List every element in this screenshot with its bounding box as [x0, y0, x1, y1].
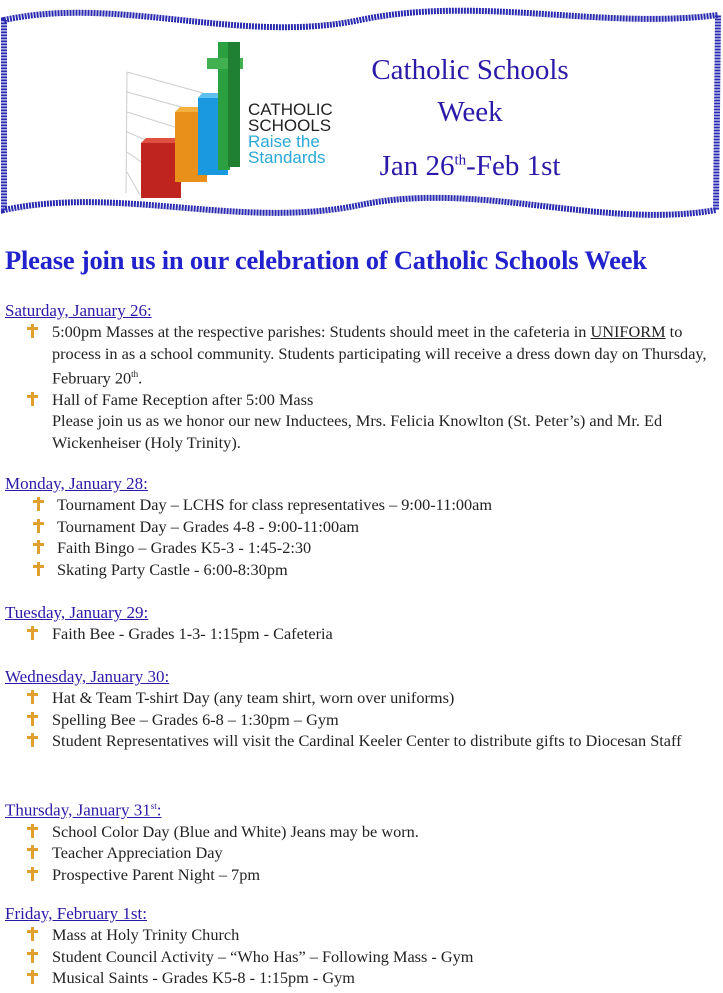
logo-text-standards: Standards: [248, 148, 326, 167]
cross-bullet-icon: [26, 866, 38, 882]
cross-bullet-icon: [26, 948, 38, 964]
list-item: Skating Party Castle - 6:00-8:30pm: [5, 559, 720, 581]
header-banner: [0, 0, 723, 228]
list-item: Spelling Bee – Grades 6-8 – 1:30pm – Gym: [5, 709, 720, 731]
cross-bullet-icon: [32, 496, 44, 512]
list-item: [5, 389, 720, 454]
list-item: Faith Bee - Grades 1-3- 1:15pm - Cafeteria: [5, 623, 720, 645]
cross-bullet-icon: [26, 689, 38, 705]
section-friday: [5, 903, 720, 989]
cross-bullet-icon: [26, 323, 38, 339]
list-item: Tournament Day – Grades 4-8 - 9:00-11:00am: [5, 516, 720, 538]
list-item: Faith Bingo – Grades K5-3 - 1:45-2:30: [5, 537, 720, 559]
cross-bullet-icon: [32, 518, 44, 534]
cross-bullet-icon: [26, 711, 38, 727]
list-item: Tournament Day – LCHS for class representatives – 9:00-11:00am: [5, 494, 720, 516]
cross-bullet-icon: [26, 844, 38, 860]
list-item: School Color Day (Blue and White) Jeans may be worn.: [5, 821, 720, 843]
list-item: Student Representatives will visit the Cardinal Keeler Center to distribute gifts to Diocesan Staff: [5, 730, 720, 752]
section-title: Wednesday, January 30:: [5, 667, 170, 686]
logo-text-catholic: CATHOLIC: [248, 100, 333, 119]
dates-start: Jan 26: [379, 150, 455, 182]
item-text: Hall of Fame Reception after 5:00 Mass: [52, 389, 314, 409]
section-title: Friday, February 1st:: [5, 904, 147, 923]
list-item: 5:00pm Masses at the respective parishes: Students should meet in the cafeteria in UNIFORM to process in as a school community. Students participating will receive a dress down day on Thursday, February 20th.: [5, 321, 720, 389]
section-monday: [5, 473, 720, 580]
section-title: Monday, January 28:: [5, 474, 148, 493]
banner-subtitle: Week: [437, 96, 503, 128]
list-item: Musical Saints - Grades K5-8 - 1:15pm - Gym: [5, 967, 720, 989]
cross-bullet-icon: [26, 625, 38, 641]
dates-end: -Feb 1st: [466, 150, 561, 182]
list-item: Mass at Holy Trinity Church: [5, 924, 720, 946]
cross-bullet-icon: [26, 732, 38, 748]
section-wednesday: [5, 666, 720, 752]
section-title: Thursday, January 31st:: [5, 800, 162, 820]
cross-bullet-icon: [26, 969, 38, 985]
section-tuesday: [5, 602, 720, 645]
cross-bullet-icon: [32, 539, 44, 555]
section-title: Saturday, January 26:: [5, 301, 152, 320]
list-item: Hat & Team T-shirt Day (any team shirt, worn over uniforms): [5, 687, 720, 709]
banner-dates: [320, 150, 620, 183]
section-thursday: [5, 796, 720, 885]
list-item: Prospective Parent Night – 7pm: [5, 864, 720, 886]
section-saturday: [5, 300, 720, 453]
list-item: Student Council Activity – “Who Has” – Following Mass - Gym: [5, 946, 720, 968]
cross-bullet-icon: [26, 823, 38, 839]
section-title: Tuesday, January 29:: [5, 603, 149, 622]
logo-text-raise: Raise the: [248, 132, 320, 151]
logo-text-schools: SCHOOLS: [248, 116, 332, 135]
cross-bullet-icon: [32, 561, 44, 577]
banner-title: Catholic Schools: [371, 54, 569, 86]
item-text-detail: Please join us as we honor our new Inductees, Mrs. Felicia Knowlton (St. Peter’s) and Mr. Ed Wickenheiser (Holy Trinity).: [52, 411, 663, 452]
dates-sup: th: [454, 152, 467, 169]
cross-bullet-icon: [26, 926, 38, 942]
cross-bullet-icon: [26, 391, 38, 407]
list-item: Teacher Appreciation Day: [5, 842, 720, 864]
page-heading: Please join us in our celebration of Catholic Schools Week: [5, 245, 647, 275]
